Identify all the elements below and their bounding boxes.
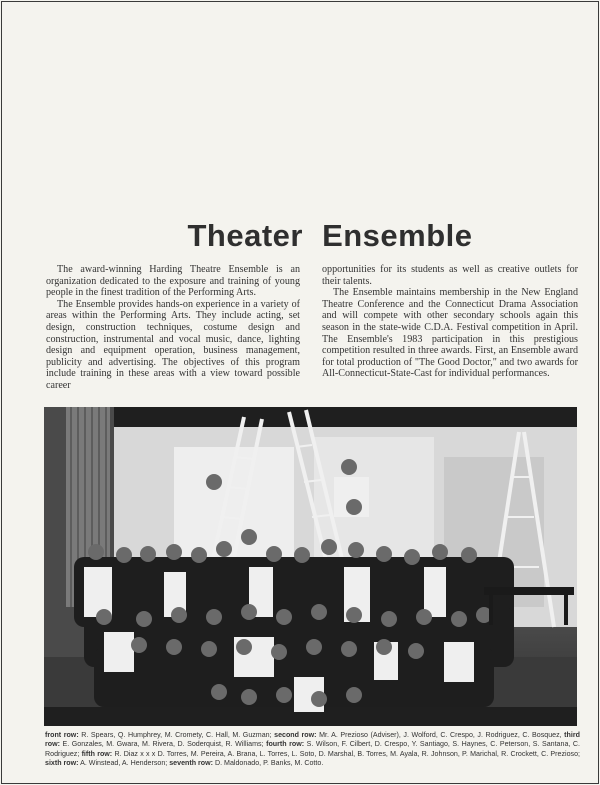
caption-names: A. Winstead, A. Henderson;: [80, 759, 168, 768]
caption-names: D. Maldonado, P. Banks, M. Cotto.: [214, 759, 324, 768]
caption-label: sixth row:: [45, 759, 79, 768]
caption-names: Mr. A. Prezioso (Adviser), J. Wolford, C. Crespo, J. Rodriguez, C. Bosquez,: [319, 731, 562, 739]
group-photo: [44, 407, 577, 726]
caption-names: E. Gonzales, M. Gwara, M. Rivera, D. Soderquist, R. Williams;: [62, 740, 264, 749]
photo-caption: [45, 731, 580, 769]
body-column-right: [322, 264, 578, 380]
caption-label: seventh row:: [169, 759, 213, 768]
paragraph: opportunities for its students as well as creative outlets for their talents.: [322, 264, 578, 287]
caption-label: second row:: [274, 731, 317, 739]
caption-label: front row:: [45, 731, 79, 739]
caption-label: fifth row:: [81, 749, 113, 758]
caption-label: fourth row:: [266, 740, 305, 749]
group-photo-illustration: [44, 407, 577, 726]
caption-names: R. Spears, Q. Humphrey, M. Cromety, C. Hall, M. Guzman;: [81, 731, 272, 739]
caption-names: S. Wilson, F. Cilbert, D. Crespo, Y. Santiago, S. Haynes, C. Peterson, S. Santana, C. Rodriguez;: [45, 740, 580, 758]
paragraph: The award-winning Harding Theatre Ensemble is an organization dedicated to the exposure and training of young people in the finest tradition of the Performing Arts.: [46, 264, 300, 299]
paragraph: The Ensemble maintains membership in the New England Theatre Conference and the Connecticut Drama Association and will compete with other secondary schools again this season in the state-wide C.D.A. Festival competition in April. The Ensemble's 1983 participation in this prestigious competition resulted in three awards. First, an Ensemble award for total production of "The Good Doctor," and two awards for All-Connecticut-State-Cast for individual performances.: [322, 287, 578, 380]
paragraph: The Ensemble provides hands-on experience in a variety of areas within the Performing Arts. They include acting, set design, construction techniques, costume design and construction, instrumental and vocal music, dance, lighting design and equipment operation, business management, publicity and advertising. The objectives of this program include training in these areas with a view toward possible career: [46, 298, 300, 391]
page-title: Theater Ensemble: [187, 218, 473, 253]
body-column-left: [46, 264, 300, 392]
caption-names: R. Diaz x x x D. Torres, M. Pereira, A. Brana, L. Torres, L. Soto, D. Marshal, B. Torres, M. Ayala, R. Johnson, P. Marichal, R. Crockett, C. Prezioso;: [114, 749, 580, 758]
caption-label: third row:: [45, 731, 580, 749]
